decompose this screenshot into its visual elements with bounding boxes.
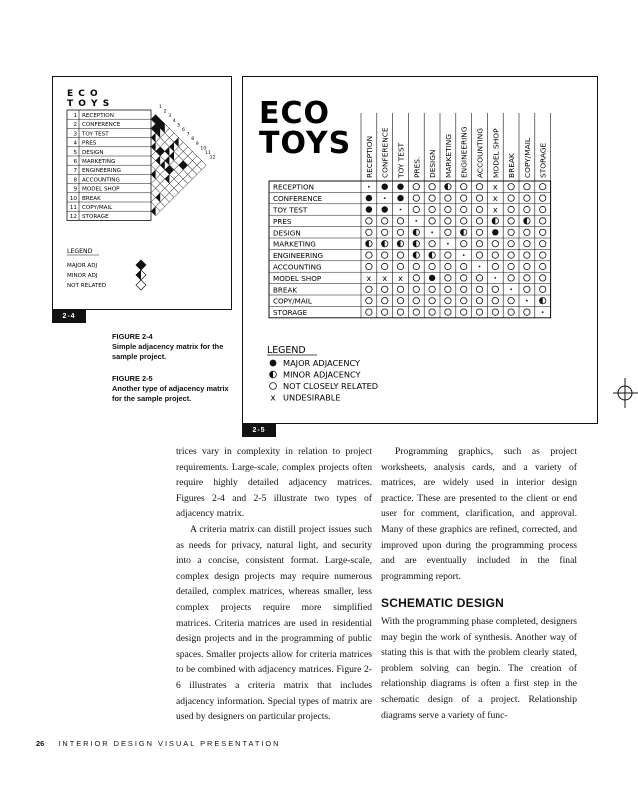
matrix-title: TOYS [259,126,352,161]
legend-diamond [136,260,146,270]
not-related-dot [382,298,388,304]
legend-diamond [136,280,146,290]
not-related-dot [508,241,514,247]
row-label: ENGINEERING [273,251,324,261]
paragraph: A criteria matrix can distill project issues such as needs for privacy, natural light, and security into a concise, consistent format. Large-scale, complex design projects may require numerous detailed, complex matrices, whereas smaller, less complex projects require more simplified matrices. Criteria matrices are used in residential design projects and in the programming of public spaces. Smaller projects allow for criteria matrices to be combined with adjacency matrices. Figure 2-6 illustrates a criteria matrix that includes adjacency information. Special types of matrix are used by designers on particular projects. [176,523,372,723]
room-number: 4 [73,140,77,147]
not-related-dot [429,286,435,292]
major-adjacency-dot [382,184,388,190]
running-title: INTERIOR DESIGN VISUAL PRESENTATION [58,739,281,748]
room-number: 3 [73,131,77,138]
column-header: COPY/MAIL [522,137,532,178]
not-related-dot [445,218,451,224]
not-related-dot [397,263,403,269]
section-heading: SCHEMATIC DESIGN [381,596,504,611]
row-label: TOY TEST [273,205,308,215]
not-related-dot [366,218,372,224]
caption-title: FIGURE 2-5 [112,374,153,383]
not-related-dot [524,263,530,269]
not-related-dot [382,309,388,315]
not-related-dot [429,241,435,247]
not-related-dot [397,229,403,235]
not-related-dot [382,286,388,292]
not-related-dot [524,275,530,281]
legend-half-diamond [136,270,141,280]
adjacency-grid-matrix [243,77,599,425]
not-related-dot [461,263,467,269]
room-name: ACCOUNTING [82,177,120,184]
not-related-dot [429,263,435,269]
not-related-dot [366,286,372,292]
diagonal-dot [463,254,465,256]
not-related-dot [461,286,467,292]
column-header: MODEL SHOP [491,128,501,178]
not-related-dot [413,286,419,292]
diagonal-dot [542,311,544,313]
not-related-dot [524,195,530,201]
body-column-right [381,444,577,723]
not-related-dot [397,252,403,258]
not-related-dot [445,309,451,315]
minor-adjacency-mark [151,207,156,216]
not-related-dot [429,195,435,201]
legend-label: MINOR ADJACENCY [283,369,361,380]
not-related-dot [524,206,530,212]
not-related-dot [492,241,498,247]
not-related-dot [461,184,467,190]
column-header: MARKETING [443,133,453,178]
minor-adjacency-mark [151,142,156,151]
figure-2-5-tag: 2-5 [242,424,276,437]
minor-adjacency-mark [151,170,156,179]
not-related-dot [508,184,514,190]
not-related-dot [366,229,372,235]
diagonal-number: 3 [168,114,172,120]
minor-adjacency-mark [151,133,156,142]
diagonal-number: 2 [163,109,167,115]
not-related-dot [508,309,514,315]
not-related-dot [476,218,482,224]
not-related-dot [492,309,498,315]
column-header: TOY TEST [396,142,406,178]
diagonal-number: 11 [205,151,211,156]
diagonal-number: 10 [200,146,207,152]
not-related-dot [476,286,482,292]
row-label: COPY/MAIL [273,296,312,306]
not-related-dot [476,206,482,212]
diagonal-number: 4 [172,118,176,124]
row-label: CONFERENCE [273,194,323,204]
not-related-dot [508,218,514,224]
figure-2-5 [242,76,598,424]
not-related-dot [429,218,435,224]
not-related-dot [540,286,546,292]
not-related-dot [540,218,546,224]
diagonal-number: 8 [191,137,195,143]
legend-label: MAJOR ADJ [67,263,98,269]
column-header: BREAK [507,153,517,178]
not-related-dot [508,275,514,281]
diagonal-number: 6 [182,128,185,133]
room-number: 10 [69,195,77,202]
not-related-dot [445,195,451,201]
room-number: 6 [73,159,77,165]
matrix-title: ECO [259,96,331,131]
room-number: 11 [69,205,77,211]
not-related-dot [524,229,530,235]
not-related-dot [366,309,372,315]
undesirable-mark: x [492,182,498,192]
figure-2-4-caption [112,332,232,362]
major-adjacency-dot [429,275,435,281]
diagonal-dot [526,300,528,302]
room-name: MODEL SHOP [82,186,120,193]
room-number: 7 [73,168,77,175]
not-related-dot [540,206,546,212]
paragraph: With the programming phase completed, designers may begin the work of synthesis. Another way of stating this is that with the problem clearly stated, problem solving can begin. The creation of relationship diagrams is often a first step in the schematic design of a project. Relationship diagrams serve a variety of func- [381,615,577,721]
not-related-dot [508,263,514,269]
not-related-dot [461,241,467,247]
column-header: CONFERENCE [380,127,390,178]
not-related-dot [476,309,482,315]
column-header: STORAGE [538,142,548,178]
not-related-dot [397,309,403,315]
diagonal-number: 9 [195,141,199,147]
not-related-dot [382,252,388,258]
row-label: MODEL SHOP [273,273,322,283]
figure-2-4 [52,76,232,310]
not-related-dot [524,309,530,315]
not-related-dot [540,241,546,247]
not-related-dot [540,229,546,235]
not-related-dot [524,286,530,292]
legend-symbol-major [270,360,277,367]
not-related-dot [445,275,451,281]
not-related-dot [476,195,482,201]
matrix-title: T O Y S [67,99,111,109]
major-adjacency-dot [397,184,403,190]
not-related-dot [413,298,419,304]
not-related-dot [445,286,451,292]
room-name: PRES [82,140,97,147]
not-related-dot [461,195,467,201]
legend-title: LEGEND [267,345,306,356]
not-related-dot [476,229,482,235]
diagonal-dot [384,197,386,199]
not-related-dot [429,206,435,212]
undesirable-mark: x [398,273,403,283]
room-number: 2 [73,122,77,129]
not-related-dot [445,206,451,212]
diagonal-dot [447,243,449,245]
room-number: 1 [73,113,77,119]
room-number: 5 [73,149,77,156]
not-related-dot [461,309,467,315]
diagonal-number: 12 [209,155,216,161]
room-name: BREAK [82,195,101,202]
not-related-dot [540,195,546,201]
not-related-dot [492,286,498,292]
diagonal-dot [368,186,370,188]
not-related-dot [461,218,467,224]
not-related-dot [524,252,530,258]
legend-label: MAJOR ADJACENCY [283,358,361,368]
not-related-dot [524,184,530,190]
column-header: PRES. [412,156,422,178]
not-related-dot [476,275,482,281]
diagonal-dot [479,266,481,268]
page-number: 26 [36,739,45,748]
legend-label: UNDESIRABLE [283,392,341,403]
not-related-dot [445,252,451,258]
column-header: RECEPTION [364,135,374,178]
row-label: DESIGN [273,228,301,238]
adjacency-matrix-diagram [53,77,233,311]
not-related-dot [540,263,546,269]
legend-symbol-none [270,383,277,390]
legend-symbol-undesirable: x [270,393,276,404]
not-related-dot [366,263,372,269]
not-related-dot [524,241,530,247]
major-adjacency-dot [397,195,403,201]
not-related-dot [508,206,514,212]
room-number: 12 [69,214,77,221]
not-related-dot [476,252,482,258]
room-number: 9 [73,186,77,193]
paragraph: Programming graphics, such as project worksheets, analysis cards, and a variety of matrices, are widely used in interior design practice. These are presented to the client or end user for comment, clarification, and approval. Many of these graphics are refined, corrected, and improved upon during the programming process and are eventually included in the final programming report. [381,446,577,582]
not-related-dot [540,184,546,190]
not-related-dot [413,206,419,212]
not-related-dot [413,275,419,281]
figure-2-5-caption [112,374,232,404]
room-name: STORAGE [82,214,109,221]
paragraph: trices vary in complexity in relation to project requirements. Large-scale, complex projects often require highly detailed adjacency matrices. Figures 2-4 and 2-5 illustrate two types of adjacency matrix. [176,446,372,520]
caption-description: Another type of adjacency matrix for the sample project. [112,384,229,403]
diagonal-dot [494,277,496,279]
not-related-dot [397,218,403,224]
undesirable-mark: x [382,273,388,283]
major-adjacency-dot [366,206,372,212]
room-name: MARKETING [82,159,116,165]
undesirable-mark: x [366,273,372,283]
legend-title: LEGEND [67,248,93,255]
diagonal-dot [431,231,433,233]
not-related-dot [492,252,498,258]
undesirable-mark: x [492,194,498,204]
diagonal-dot [400,209,402,211]
legend-label: NOT CLOSELY RELATED [283,381,379,391]
room-number: 8 [73,177,77,184]
diagonal-number: 5 [177,123,181,129]
not-related-dot [366,252,372,258]
caption-description: Simple adjacency matrix for the sample project. [112,342,224,361]
row-label: ACCOUNTING [273,262,322,272]
row-label: MARKETING [273,239,316,249]
not-related-dot [397,298,403,304]
caption-title: FIGURE 2-4 [112,332,153,341]
legend-label: MINOR ADJ [67,273,98,279]
not-related-dot [429,184,435,190]
not-related-dot [413,195,419,201]
row-label: BREAK [273,285,298,295]
not-related-dot [382,263,388,269]
column-header: ACCOUNTING [475,128,485,178]
diagonal-number: 1 [159,105,162,110]
page-footer [36,739,281,748]
column-header: ENGINEERING [459,126,469,178]
not-related-dot [382,218,388,224]
major-adjacency-dot [366,195,372,201]
not-related-dot [413,263,419,269]
room-name: RECEPTION [82,113,114,119]
not-related-dot [445,229,451,235]
not-related-dot [508,298,514,304]
diagonal-dot [415,220,417,222]
not-related-dot [461,298,467,304]
legend-label: NOT RELATED [67,283,107,289]
not-related-dot [445,263,451,269]
not-related-dot [492,298,498,304]
not-related-dot [413,184,419,190]
not-related-dot [445,298,451,304]
major-adjacency-dot [492,229,498,235]
undesirable-mark: x [492,205,498,215]
room-name: CONFERENCE [82,122,121,129]
matrix-title: E C O [67,89,99,99]
room-name: ENGINEERING [82,168,122,175]
diagonal-dot [510,288,512,290]
body-column-left [176,444,372,725]
not-related-dot [461,275,467,281]
diagonal-number: 7 [186,132,190,138]
not-related-dot [476,184,482,190]
not-related-dot [508,195,514,201]
not-related-dot [508,229,514,235]
not-related-dot [413,309,419,315]
crop-mark-icon [613,378,638,408]
room-name: COPY/MAIL [82,205,113,211]
not-related-dot [508,252,514,258]
not-related-dot [397,286,403,292]
not-related-dot [366,298,372,304]
not-related-dot [492,263,498,269]
not-related-dot [540,252,546,258]
row-label: STORAGE [273,308,308,318]
not-related-dot [461,206,467,212]
not-related-dot [429,309,435,315]
room-name: TOY TEST [82,131,109,138]
not-related-dot [429,298,435,304]
room-name: DESIGN [82,149,104,156]
not-related-dot [476,241,482,247]
not-related-dot [382,229,388,235]
major-adjacency-dot [382,206,388,212]
not-related-dot [540,275,546,281]
column-header: DESIGN [428,149,438,178]
row-label: RECEPTION [273,182,314,192]
row-label: PRES [273,216,292,226]
not-related-dot [476,298,482,304]
figure-2-4-tag: 2-4 [52,310,86,323]
